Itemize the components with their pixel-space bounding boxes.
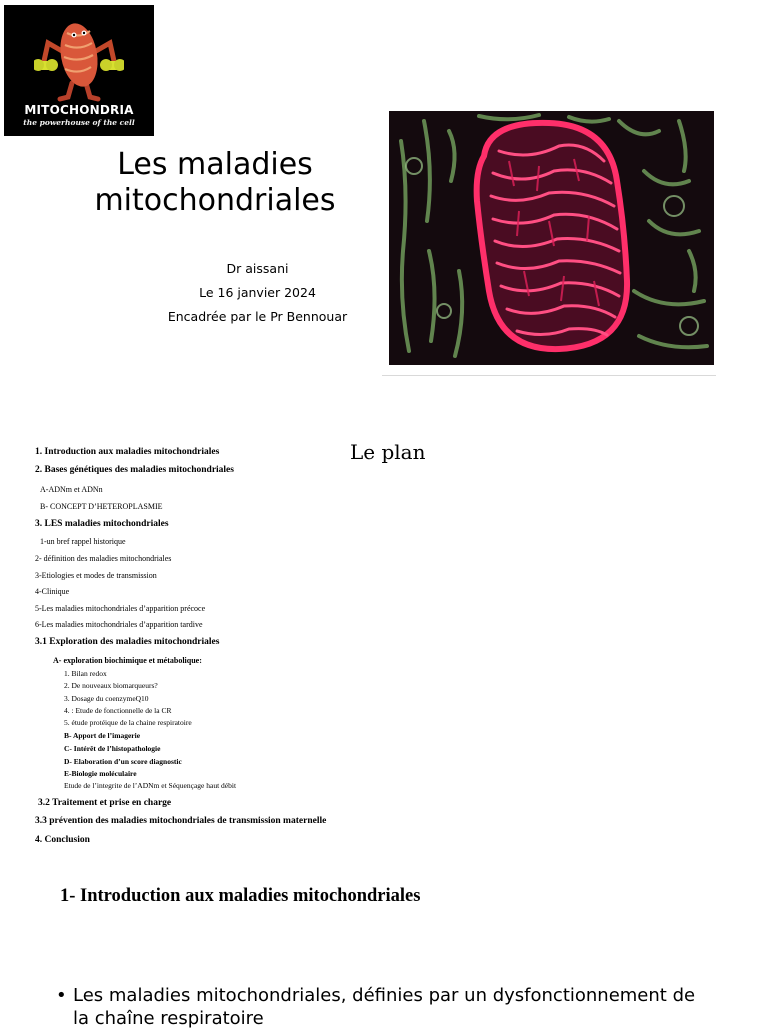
toc-item: 2. Bases génétiques des maladies mitochondriales — [35, 465, 234, 475]
toc-item: 4. : Etude de fonctionnelle de la CR — [64, 706, 172, 715]
presentation-date: Le 16 janvier 2024 — [199, 285, 316, 300]
slide-divider — [382, 375, 716, 376]
author-name: Dr aissani — [226, 261, 289, 276]
toc-item: 3.3 prévention des maladies mitochondriales de transmission maternelle — [35, 816, 327, 826]
toc-item: 1. Introduction aux maladies mitochondriales — [35, 447, 220, 457]
toc-item: A-ADNm et ADNn — [40, 485, 103, 494]
toc-item: 4-Clinique — [35, 587, 70, 596]
mitochondria-logo — [4, 5, 154, 136]
toc-item: 4. Conclusion — [35, 835, 90, 845]
logo-subtitle: the powerhouse of the cell — [23, 118, 135, 127]
bullet-item — [56, 984, 716, 1030]
toc-item: Etude de l’integrite de l’ADNm et Séquençage haut débit — [64, 781, 237, 790]
toc-item: A- exploration biochimique et métabolique: — [53, 656, 202, 665]
toc-item: B- CONCEPT D’HETEROPLASMIE — [40, 502, 163, 511]
bullet-text: Les maladies mitochondriales, définies par un dysfonctionnement de la chaîne respiratoire — [73, 985, 696, 1029]
toc-item: 2. De nouveaux biomarqueurs? — [64, 681, 158, 690]
toc-item: 5. étude protéique de la chaine respiratoire — [64, 718, 192, 727]
toc-item: 3. Dosage du coenzymeQ10 — [64, 694, 149, 703]
mitochondria-mascot-icon — [34, 13, 124, 103]
toc-item: 1. Bilan redox — [64, 669, 107, 678]
mitochondria-micrograph-image — [389, 111, 714, 365]
toc-item: 5-Les maladies mitochondriales d’apparition précoce — [35, 604, 206, 613]
logo-title: MITOCHONDRIA — [24, 103, 134, 117]
section-heading: 1- Introduction aux maladies mitochondriales — [60, 886, 421, 906]
toc-item: D- Elaboration d’un score diagnostic — [64, 757, 182, 766]
mitochondria-micrograph — [389, 111, 714, 365]
toc-item: 6-Les maladies mitochondriales d’apparition tardive — [35, 620, 203, 629]
toc-item: 3.1 Exploration des maladies mitochondriales — [35, 637, 220, 647]
toc-item: E-Biologie moléculaire — [64, 769, 137, 778]
toc-item: C- Intérêt de l’histopathologie — [64, 744, 161, 753]
toc-item: 3. LES maladies mitochondriales — [35, 519, 169, 529]
toc-item: 1-un bref rappel historique — [40, 537, 126, 546]
toc-item: B- Apport de l’imagerie — [64, 731, 141, 740]
plan-title: Le plan — [350, 440, 426, 464]
toc-item: 3-Etiologies et modes de transmission — [35, 571, 157, 580]
bullet-dot-icon: • — [56, 985, 67, 1006]
toc-item: 2- définition des maladies mitochondriales — [35, 554, 172, 563]
toc-item: 3.2 Traitement et prise en charge — [38, 798, 172, 808]
presentation-title: Les maladies mitochondriales — [94, 147, 336, 218]
supervisor-name: Encadrée par le Pr Bennouar — [167, 309, 348, 324]
